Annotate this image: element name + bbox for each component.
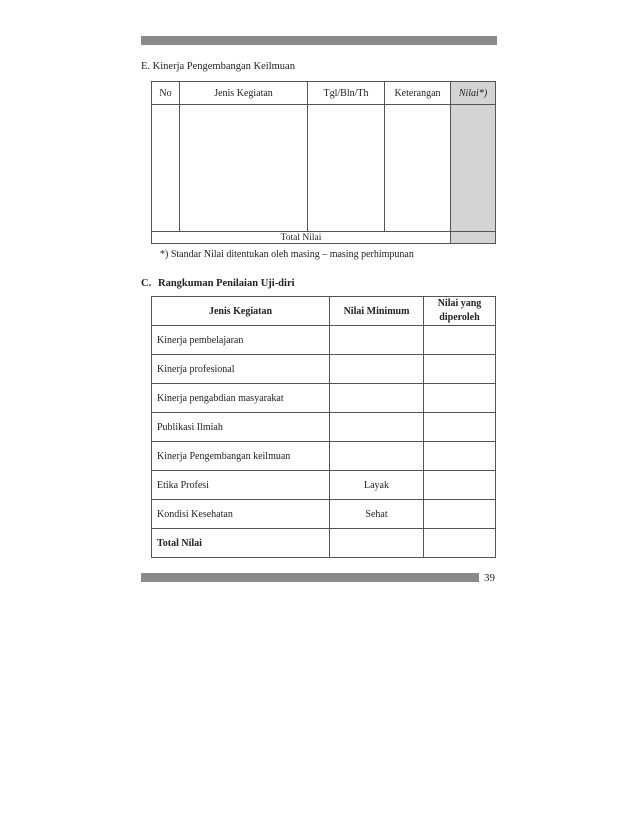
row-nilai-minimum xyxy=(330,413,424,442)
total-nilai-diperoleh[interactable] xyxy=(424,529,496,558)
table-row xyxy=(152,442,496,471)
row-nilai-minimum xyxy=(330,326,424,355)
row-label: Kinerja profesional xyxy=(152,355,330,384)
cell-jenis-kegiatan[interactable] xyxy=(180,105,308,232)
table-row xyxy=(152,355,496,384)
total-nilai-value[interactable] xyxy=(451,232,496,244)
table-row xyxy=(152,471,496,500)
section-c-title xyxy=(141,278,295,289)
row-label: Kinerja Pengembangan keilmuan xyxy=(152,442,330,471)
header-decorative-bar xyxy=(141,36,497,45)
total-nilai-label: Total Nilai xyxy=(152,232,451,244)
cell-keterangan[interactable] xyxy=(385,105,451,232)
row-nilai-diperoleh[interactable] xyxy=(424,384,496,413)
row-label: Kondisi Kesehatan xyxy=(152,500,330,529)
kinerja-pengembangan-table xyxy=(151,81,496,244)
footnote: *) Standar Nilai ditentukan oleh masing – masing perhimpunan xyxy=(160,249,414,260)
section-c-number: C. xyxy=(141,278,152,289)
row-nilai-diperoleh[interactable] xyxy=(424,326,496,355)
header-keterangan: Keterangan xyxy=(385,82,451,105)
row-label: Publikasi Ilmiah xyxy=(152,413,330,442)
page-number: 39 xyxy=(484,572,495,584)
row-nilai-minimum: Sehat xyxy=(330,500,424,529)
row-nilai-minimum xyxy=(330,355,424,384)
row-nilai-minimum xyxy=(330,384,424,413)
footer-decorative-bar xyxy=(141,573,479,582)
header-no: No xyxy=(152,82,180,105)
total-nilai-minimum[interactable] xyxy=(330,529,424,558)
header-nilai: Nilai*) xyxy=(451,82,496,105)
section-c-title-text: Rangkuman Penilaian Uji-diri xyxy=(158,278,295,289)
row-nilai-diperoleh[interactable] xyxy=(424,471,496,500)
row-label: Kinerja pembelajaran xyxy=(152,326,330,355)
header-tanggal: Tgl/Bln/Th xyxy=(308,82,385,105)
row-nilai-diperoleh[interactable] xyxy=(424,355,496,384)
table-row xyxy=(152,500,496,529)
row-nilai-diperoleh[interactable] xyxy=(424,500,496,529)
row-nilai-minimum xyxy=(330,442,424,471)
section-e-title: E. Kinerja Pengembangan Keilmuan xyxy=(141,61,295,72)
row-nilai-minimum: Layak xyxy=(330,471,424,500)
table-row xyxy=(152,326,496,355)
rangkuman-penilaian-table xyxy=(151,296,496,558)
header-nilai-diperoleh: Nilai yang diperoleh xyxy=(424,297,496,326)
row-nilai-diperoleh[interactable] xyxy=(424,413,496,442)
header-jenis-kegiatan: Jenis Kegiatan xyxy=(180,82,308,105)
cell-tanggal[interactable] xyxy=(308,105,385,232)
total-nilai-label: Total Nilai xyxy=(152,529,330,558)
header-nilai-minimum: Nilai Minimum xyxy=(330,297,424,326)
row-label: Etika Profesi xyxy=(152,471,330,500)
total-row xyxy=(152,529,496,558)
table-row xyxy=(152,384,496,413)
cell-no[interactable] xyxy=(152,105,180,232)
row-nilai-diperoleh[interactable] xyxy=(424,442,496,471)
row-label: Kinerja pengabdian masyarakat xyxy=(152,384,330,413)
cell-nilai[interactable] xyxy=(451,105,496,232)
header-jenis-kegiatan: Jenis Kegiatan xyxy=(152,297,330,326)
table-row xyxy=(152,413,496,442)
